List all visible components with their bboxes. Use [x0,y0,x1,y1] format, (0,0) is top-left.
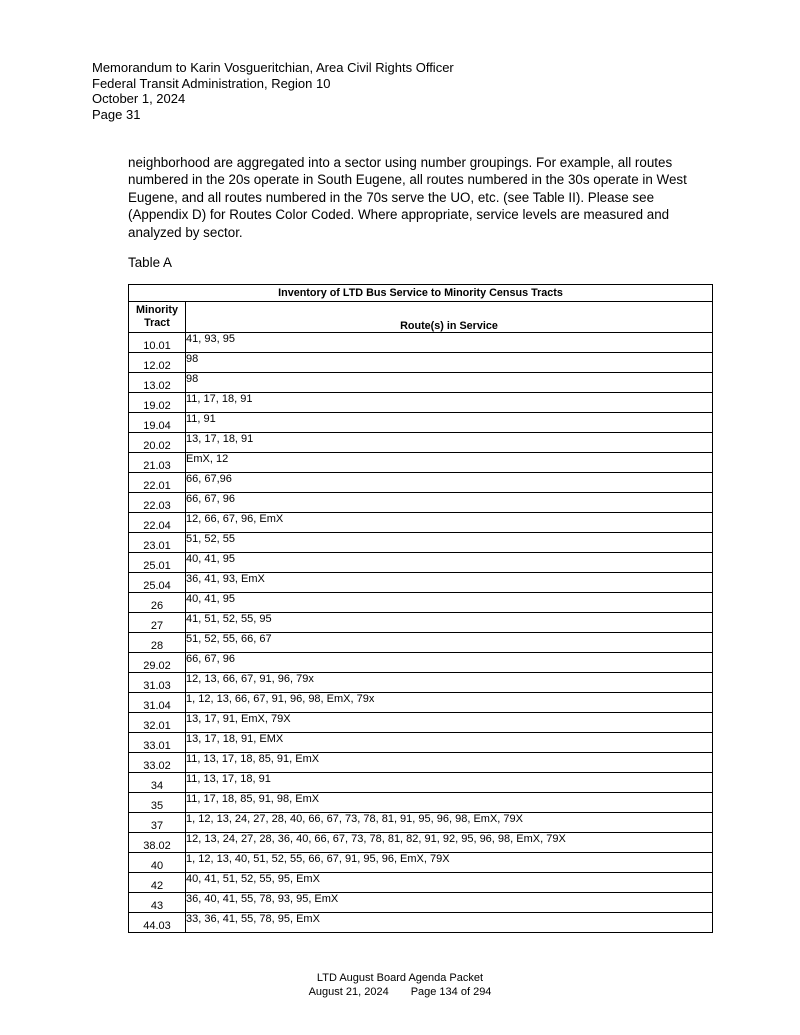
tract-id: 38.02 [129,833,186,853]
tract-id: 21.03 [129,453,186,473]
routes-list: 12, 13, 66, 67, 91, 96, 79x [186,673,713,693]
tract-id: 26 [129,593,186,613]
routes-list: 13, 17, 18, 91, EMX [186,733,713,753]
memo-date: October 1, 2024 [92,91,186,106]
minority-tract-header-line2: Tract [144,317,170,329]
table-row [129,353,713,373]
routes-list: 11, 13, 17, 18, 91 [186,773,713,793]
routes-list: 98 [186,353,713,373]
routes-list: 66, 67, 96 [186,493,713,513]
tract-id: 10.01 [129,333,186,353]
table-row [129,453,713,473]
body-paragraph: neighborhood are aggregated into a sector using number groupings. For example, all routes numbered in the 20s operate in South Eugene, all routes numbered in the 30s operate in West Eugene, and all routes numbered in the 70s serve the UO, etc. (see Table II). Please see (Appendix D) for Routes Color Coded. Where appropriate, service levels are measured and analyzed by sector. [128,155,687,240]
table-row [129,533,713,553]
table-row [129,333,713,353]
table-header-row [129,302,713,333]
table-row [129,813,713,833]
tract-id: 37 [129,813,186,833]
routes-list: 1, 12, 13, 40, 51, 52, 55, 66, 67, 91, 95, 96, EmX, 79X [186,853,713,873]
routes-list: 12, 66, 67, 96, EmX [186,513,713,533]
table-row [129,373,713,393]
table-row [129,553,713,573]
table-title-row [129,285,713,302]
tract-id: 20.02 [129,433,186,453]
tract-id: 43 [129,893,186,913]
table-row [129,893,713,913]
routes-list: 41, 51, 52, 55, 95 [186,613,713,633]
routes-list: 40, 41, 95 [186,553,713,573]
tract-id: 31.04 [129,693,186,713]
tract-id: 34 [129,773,186,793]
table-row [129,853,713,873]
tract-id: 32.01 [129,713,186,733]
routes-list: 41, 93, 95 [186,333,713,353]
routes-list: 12, 13, 24, 27, 28, 36, 40, 66, 67, 73, 78, 81, 82, 91, 92, 95, 96, 98, EmX, 79X [186,833,713,853]
table-row [129,493,713,513]
table-row [129,873,713,893]
service-table [128,284,713,933]
routes-list: 1, 12, 13, 24, 27, 28, 40, 66, 67, 73, 78, 81, 91, 95, 96, 98, EmX, 79X [186,813,713,833]
tract-table-body [129,333,713,933]
table-title: Inventory of LTD Bus Service to Minority Census Tracts [129,285,713,302]
tract-id: 22.04 [129,513,186,533]
footer-date: August 21, 2024 [308,985,389,998]
table-a-label: Table A [128,255,172,270]
tract-id: 13.02 [129,373,186,393]
tract-id: 23.01 [129,533,186,553]
table-row [129,473,713,493]
tract-id: 42 [129,873,186,893]
routes-list: 36, 41, 93, EmX [186,573,713,593]
table-row [129,413,713,433]
routes-list: 51, 52, 55, 66, 67 [186,633,713,653]
tract-id: 19.04 [129,413,186,433]
routes-list: 33, 36, 41, 55, 78, 95, EmX [186,913,713,933]
tract-id: 25.04 [129,573,186,593]
table-row [129,433,713,453]
footer-page: Page 134 of 294 [410,985,492,998]
tract-id: 29.02 [129,653,186,673]
table-row [129,693,713,713]
tract-id: 28 [129,633,186,653]
tract-id: 27 [129,613,186,633]
table-row [129,513,713,533]
table-row [129,573,713,593]
routes-list: 36, 40, 41, 55, 78, 93, 95, EmX [186,893,713,913]
minority-tract-header [129,302,186,333]
table-row [129,593,713,613]
routes-list: 1, 12, 13, 66, 67, 91, 96, 98, EmX, 79x [186,693,713,713]
routes-list: 13, 17, 18, 91 [186,433,713,453]
table-row [129,653,713,673]
table-row [129,833,713,853]
routes-list: 98 [186,373,713,393]
footer-packet-line: LTD August Board Agenda Packet [316,972,484,984]
table-row [129,733,713,753]
tract-id: 12.02 [129,353,186,373]
table-row [129,613,713,633]
table-row [129,773,713,793]
tract-id: 31.03 [129,673,186,693]
routes-list: 51, 52, 55 [186,533,713,553]
routes-list: 40, 41, 51, 52, 55, 95, EmX [186,873,713,893]
tract-id: 25.01 [129,553,186,573]
tract-id: 40 [129,853,186,873]
memo-recipient-line: Memorandum to Karin Vosgueritchian, Area Civil Rights Officer [92,60,454,75]
footer [0,972,800,999]
memo-agency-line: Federal Transit Administration, Region 10 [92,75,331,91]
tract-id: 22.03 [129,493,186,513]
service-table-container [128,284,713,933]
table-row [129,913,713,933]
tract-id: 33.02 [129,753,186,773]
tract-id: 33.01 [129,733,186,753]
table-row [129,633,713,653]
table-row [129,393,713,413]
minority-tract-header-line1: Minority [136,304,178,316]
routes-list: 11, 13, 17, 18, 85, 91, EmX [186,753,713,773]
routes-list: 66, 67, 96 [186,653,713,673]
table-row [129,673,713,693]
table-row [129,713,713,733]
routes-header: Route(s) in Service [186,302,713,333]
tract-id: 19.02 [129,393,186,413]
routes-list: 40, 41, 95 [186,593,713,613]
routes-list: 13, 17, 91, EmX, 79X [186,713,713,733]
memo-header [92,60,454,122]
tract-id: 44.03 [129,913,186,933]
routes-list: 66, 67,96 [186,473,713,493]
footer-line2 [0,986,800,1000]
tract-id: 22.01 [129,473,186,493]
table-row [129,793,713,813]
memo-page-number: Page 31 [92,106,141,122]
table-row [129,753,713,773]
tract-id: 35 [129,793,186,813]
routes-list: 11, 17, 18, 85, 91, 98, EmX [186,793,713,813]
routes-list: 11, 91 [186,413,713,433]
routes-list: 11, 17, 18, 91 [186,393,713,413]
routes-list: EmX, 12 [186,453,713,473]
